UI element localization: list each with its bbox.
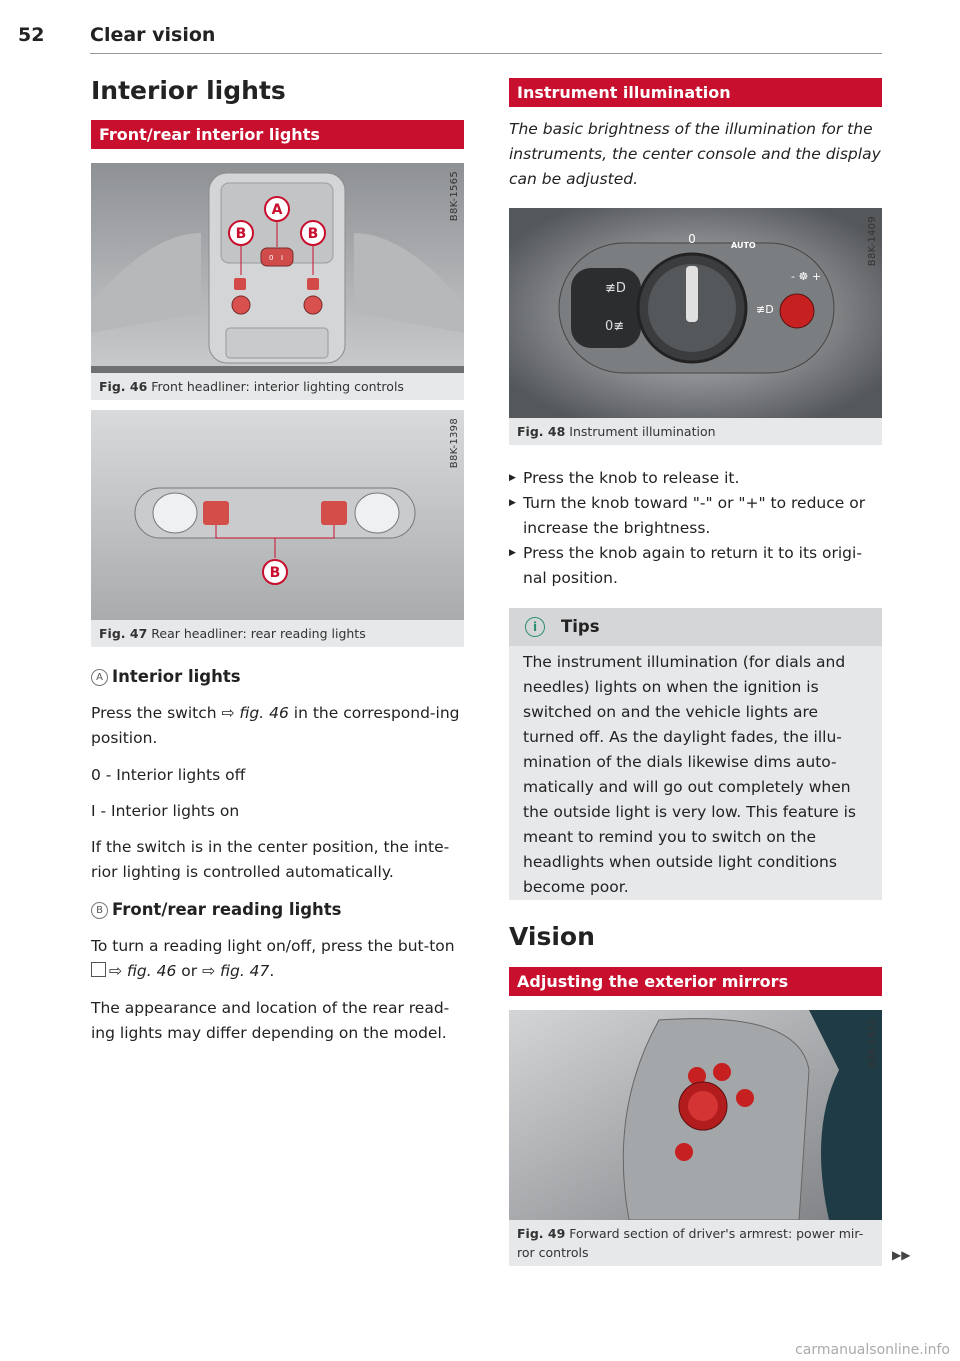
- figure-49-code: B8K-1631: [867, 1018, 878, 1069]
- figure-47-caption-text: Rear headliner: rear reading lights: [151, 626, 366, 641]
- subheading-interior-lights-text: Interior lights: [112, 667, 241, 686]
- callout-b-left: B: [235, 226, 247, 242]
- figure-48: [509, 208, 882, 445]
- knob-label-auto: AUTO: [731, 241, 756, 250]
- running-header-title: Clear vision: [90, 24, 216, 46]
- header-divider: [90, 53, 882, 54]
- subheading-reading-lights-text: Front/rear reading lights: [112, 900, 342, 919]
- link-fig-46[interactable]: ⇨ fig. 46: [221, 704, 289, 722]
- paragraph-press-switch: [91, 701, 463, 751]
- figure-46-caption-text: Front headliner: interior lighting controls: [151, 379, 404, 394]
- figure-49-label: Fig. 49: [517, 1226, 566, 1241]
- subsection-bar-exterior-mirrors: Adjusting the exterior mirrors: [509, 967, 882, 996]
- section-title-vision: Vision: [509, 922, 595, 951]
- subsection-bar-front-rear-interior-lights: Front/rear interior lights: [91, 120, 464, 149]
- link-fig-46b[interactable]: ⇨ fig. 46: [109, 962, 177, 980]
- svg-text:0≢: 0≢: [605, 319, 625, 334]
- figure-47-caption: [99, 624, 458, 643]
- paragraph-appearance: The appearance and location of the rear read-ing lights may differ depending on the model.: [91, 999, 450, 1042]
- paragraph-reading-light: [91, 934, 463, 984]
- watermark-text: carmanualsonline.info: [795, 1342, 950, 1358]
- reading-light-button-icon: [91, 962, 106, 977]
- tips-text: The instrument illumination (for dials and needles) lights on when the ignition is switched on and the vehicle lights are turned off. As the daylight fades, the illu-mination of the dials likewise dims auto-matically and will go out completely when the outside light is very low. This feature is meant to remind you to switch on the headlights when outside light conditions become poor.: [523, 653, 856, 896]
- instruction-steps: [509, 466, 881, 591]
- step-2: ▶ Turn the knob toward "-" or "+" to reduce or increase the brightness.: [509, 491, 881, 541]
- svg-text:≢D: ≢D: [756, 303, 774, 316]
- figure-47-image: [91, 410, 464, 620]
- knob-label-brightness: - ☸ +: [791, 270, 822, 283]
- callout-b-right: B: [307, 226, 319, 242]
- figure-49-caption-text: Forward section of driver's armrest: power mir-ror controls: [517, 1226, 864, 1260]
- switch-label-1: I: [281, 254, 284, 262]
- figure-48-image: [509, 208, 882, 418]
- text-press-switch: Press the switch: [91, 704, 222, 722]
- tips-box: [509, 608, 882, 900]
- callout-b-rear: B: [269, 565, 281, 581]
- paragraph-center-position: If the switch is in the center position, the inte-rior lighting is controlled automatically.: [91, 838, 450, 881]
- continue-arrow-icon: ▶▶: [892, 1248, 911, 1262]
- figure-47-code: B8K-1398: [449, 418, 460, 469]
- figure-47: [91, 410, 464, 647]
- subheading-reading-lights: [91, 900, 342, 919]
- section-title-interior-lights: Interior lights: [91, 76, 286, 105]
- tips-title: Tips: [561, 617, 600, 636]
- text-turn-reading-light: To turn a reading light on/off, press the but-ton: [91, 937, 455, 955]
- step-1: ▶ Press the knob to release it.: [509, 466, 881, 491]
- text-period: .: [269, 962, 275, 980]
- figure-46-image: [91, 163, 464, 373]
- info-icon: i: [525, 617, 545, 637]
- svg-text:≢D: ≢D: [605, 281, 626, 296]
- figure-49: [509, 1010, 882, 1266]
- figure-46: [91, 163, 464, 400]
- subheading-interior-lights: [91, 667, 241, 686]
- text-corresponding-position: in the correspond-ing position.: [91, 704, 460, 747]
- callout-a: A: [271, 202, 283, 218]
- text-or: or: [176, 962, 203, 980]
- step-3: ▶ Press the knob again to return it to its origi-nal position.: [509, 541, 881, 591]
- subsection-bar-instrument-illumination: Instrument illumination: [509, 78, 882, 107]
- figure-46-label: Fig. 46: [99, 379, 148, 394]
- figure-48-caption-text: Instrument illumination: [569, 424, 716, 439]
- link-fig-47[interactable]: ⇨ fig. 47: [202, 962, 270, 980]
- page-number: 52: [18, 24, 45, 46]
- figure-48-code: B8K-1409: [867, 216, 878, 267]
- tips-header: [509, 608, 882, 646]
- knob-label-zero: 0: [688, 232, 696, 246]
- figure-46-code: B8K-1565: [449, 171, 460, 222]
- intro-instrument-illumination: The basic brightness of the illumination for the instruments, the center console and the display can be adjusted.: [509, 120, 881, 188]
- figure-48-label: Fig. 48: [517, 424, 566, 439]
- figure-49-caption: [517, 1224, 876, 1262]
- figure-47-label: Fig. 47: [99, 626, 148, 641]
- paragraph-lights-on: I - Interior lights on: [91, 802, 240, 820]
- paragraph-lights-off: 0 - Interior lights off: [91, 766, 246, 784]
- figure-49-image: [509, 1010, 882, 1220]
- figure-48-caption: [517, 422, 876, 441]
- figure-46-caption: [99, 377, 458, 396]
- marker-b: B: [91, 902, 108, 919]
- marker-a: A: [91, 669, 108, 686]
- switch-label-0: 0: [269, 254, 274, 262]
